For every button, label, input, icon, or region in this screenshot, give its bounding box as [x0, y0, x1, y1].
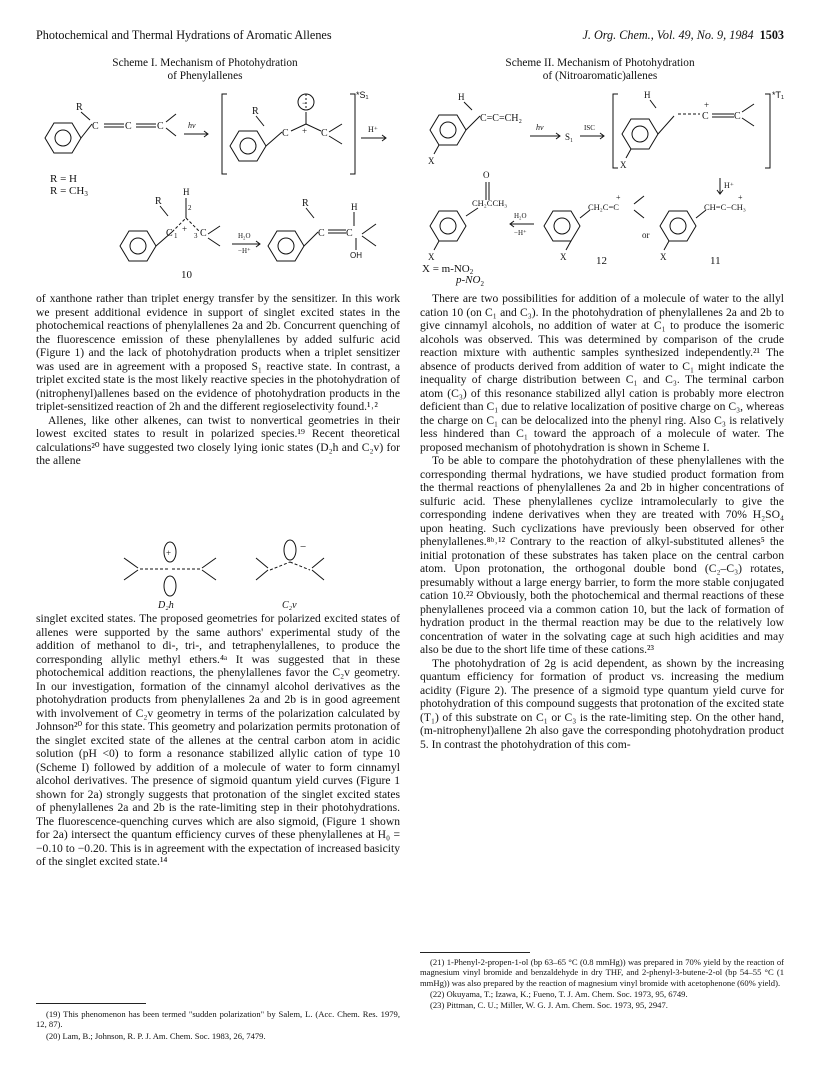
s2-allene-tail: C=C=CH₂	[480, 113, 522, 124]
s1-h2o-label: H₂O	[238, 232, 251, 240]
journal-citation: J. Org. Chem., Vol. 49, No. 9, 1984	[582, 28, 754, 42]
s2-cation11: CH=C−CH₃	[704, 202, 746, 212]
svg-text:3: 3	[194, 232, 198, 240]
s1-hv-label: hν	[188, 121, 196, 130]
s2-x-def1: X = m-NO2	[422, 263, 474, 276]
svg-text:X: X	[428, 252, 435, 262]
s1-compound-10: 10	[181, 269, 192, 281]
allene-geometry-diagram	[110, 538, 360, 610]
right-footnotes	[420, 957, 784, 1011]
svg-text:X: X	[660, 252, 667, 262]
footnote-20: (20) Lam, B.; Johnson, R. P. J. Am. Chem. Soc. 1983, 26, 7479.	[46, 1030, 266, 1041]
right-paragraph-3: The photohydration of 2g is acid dependent, as shown by the increasing quantum efficiency for formation of product vs. increasing the medium acidity (Figure 2). The presence of a sigmoid type quantum yield curve for photohydration of this compound suggests that protonation of the excited state (T₁) of this substrate on C₁ or C₃ is the rate-limiting step. On the other hand, (m-nitrophenyl)allene 2h also gave the corresponding photohydration product 5. In contrast the photohydration of this com-	[420, 656, 784, 751]
s2-hv-label: hν	[536, 123, 544, 132]
svg-text:C: C	[200, 228, 207, 239]
s1-minus-h-label: −H⁺	[238, 247, 251, 255]
svg-text:X: X	[428, 156, 435, 166]
s1-r-ch3: R = CH3	[50, 185, 88, 198]
svg-text:C: C	[702, 111, 709, 122]
svg-text:H: H	[351, 202, 358, 212]
s2-minus-h-label: −H⁺	[514, 229, 527, 237]
c2v-label: C₂v	[282, 600, 297, 610]
s1-hplus-label: H⁺	[368, 125, 378, 134]
svg-text:C: C	[321, 128, 328, 139]
left-column-bottom	[36, 612, 400, 869]
s1-r-label-a: R	[76, 102, 83, 113]
footnote-21: (21) 1-Phenyl-2-propen-1-ol (bp 63–65 °C (0.8 mmHg)) was prepared in 70% yield by the reaction of magnesium vinyl bromide and benzaldehyde in dry THF, and 2-phenyl-3-butene-2-ol (bp 54–55 °C (1 mmHg)) was also prepared by the reaction of magnesium vinyl bromide with acetophenone (60% yield).	[420, 957, 784, 988]
right-paragraph-1: There are two possibilities for addition of a molecule of water to the allyl cation 10 (on C₁ and C₃). In the photohydration of phenylallenes 2a and 2b to give cinnamyl alcohols, no addition of water at C₁ to produce the isomeric alcohols was observed. This was determined by comparison of the crude reaction mixture with authentic samples synthesized independently.²¹ The absence of products derived from addition of water to C₁ might indicate the inequality of charge distribution between C₁ and C₃. The terminal carbon atom (C₃) of this resonance stabilized allyl cation is probably more electron deficient than C₁ due to relative localization of positive charge on C₃, whereas the charge on C₁ can be delocalized into the phenyl ring. Also C₃ is relatively less hindered than C₁ toward the approach of a molecule of water. The proposed mechanism of photohydration is shown in Scheme I.	[420, 292, 784, 454]
svg-text:C: C	[125, 121, 132, 132]
svg-text:H: H	[183, 187, 190, 197]
svg-text:+: +	[166, 548, 172, 558]
scheme2-title: Scheme II. Mechanism of Photohydration of (Nitroaromatic)allenes	[505, 57, 695, 82]
s2-h2o-label: H₂O	[514, 212, 527, 220]
svg-text:R: R	[252, 106, 259, 117]
svg-text:C: C	[346, 228, 353, 239]
left-footnotes	[36, 1009, 400, 1042]
svg-text:C: C	[92, 121, 99, 132]
footnote-23: (23) Pittman, C. U.; Miller, W. G. J. Am. Chem. Soc. 1973, 95, 2947.	[430, 1000, 668, 1011]
s2-x-def2: $p-NO_2$	[456, 274, 484, 289]
svg-text:1: 1	[174, 232, 178, 240]
svg-text:R: R	[155, 196, 162, 207]
svg-text:C: C	[282, 128, 289, 139]
svg-text:−: −	[302, 98, 308, 108]
right-footnote-rule	[420, 952, 530, 953]
header-journal-page	[582, 28, 784, 43]
svg-text:+: +	[302, 126, 308, 136]
svg-text:H: H	[644, 90, 651, 100]
s1-oh-label: OH	[350, 251, 362, 260]
right-column	[420, 292, 784, 751]
left-footnote-rule	[36, 1003, 146, 1004]
d2h-label: D₂h	[158, 600, 174, 610]
left-paragraph-1: of xanthone rather than triplet energy transfer by the sensitizer. In this work we present additional evidence in support of singlet excited states in the photochemical reactions of phenylallenes 2a and 2b. Concurrent quenching of the fluorescence emission of these phenylallenes by added sulfuric acid (Figure 1) and the lack of photohydration products when a triplet sensitizer was used are in agreement with a proposed S₁ reactive state. In contrast, a triplet excited state is the most likely reactive species in the photohydration of (nitrophenyl)allenes based on the evidence of photohydration products in the triplet-sensitized reaction of 2h and the different regioselectivity found.¹˒²	[36, 292, 400, 413]
s1-excited-label: *S₁	[356, 90, 369, 100]
s2-or-label: or	[642, 230, 650, 240]
svg-text:C: C	[166, 228, 173, 239]
svg-text:C: C	[734, 111, 741, 122]
svg-text:O: O	[483, 170, 490, 180]
svg-text:X: X	[560, 252, 567, 262]
svg-text:+: +	[704, 100, 710, 110]
page-number: 1503	[759, 28, 784, 42]
scheme1-title: Scheme I. Mechanism of Photohydration of Phenylallenes	[112, 57, 298, 82]
svg-text:−: −	[300, 541, 307, 553]
s2-cation12: CH₂C=C	[588, 202, 619, 212]
svg-text:2: 2	[188, 204, 192, 212]
scheme2-figure	[420, 86, 790, 276]
s2-isc-label: ISC	[584, 124, 595, 132]
header-title: Photochemical and Thermal Hydrations of Aromatic Allenes	[36, 28, 332, 42]
footnote-19: (19) This phenomenon has been termed "sudden polarization" by Salem, L. (Acc. Chem. Res. 1979, 12, 87).	[36, 1009, 400, 1030]
svg-text:+: +	[182, 224, 188, 234]
s2-s1-label: S₁	[565, 132, 574, 142]
scheme1-figure	[36, 86, 401, 282]
s2-compound-12: 12	[596, 255, 607, 267]
svg-text:+: +	[738, 193, 743, 202]
s2-excited-label: *T₁	[772, 90, 785, 100]
s2-hplus-label: H⁺	[724, 181, 734, 190]
left-paragraph-2: Allenes, like other alkenes, can twist to nonvertical geometries in their lowest excited states to result in polarized species.¹⁹ Recent theoretical calculations²⁰ have suggested two closely lying ionic states (D₂h and C₂v) for the allene	[36, 413, 400, 467]
right-paragraph-2: To be able to compare the photohydration of these phenylallenes with the corresponding thermal hydrations, we have studied product formation from the thermal reactions of phenylallenes 2a and 2b in higher concentrations of sulfuric acid. These phenylallenes cyclize intramolecularly to give the corresponding indene derivatives when they are treated with 70% H₂SO₄ upon heating. Such cyclizations have previously been observed for other phenylallenes.⁸ᵇ˒¹² Contrary to the reaction of alkyl-substituted allenes⁵ the initial protonation of these substrates has taken place on the central carbon atom. Upon protonation, the orthogonal double bond (C₂–C₃) rotates, presumably without a large energy barrier, to form the more stable conjugated cation 10.²² Obviously, both the photochemical and thermal reactions of these phenylallenes proceed via a common cation 10, but the lack of formation of hydration product in the thermal reaction may be due to the relatively low concentration of water in the solvating cage at such high acidities and may also be due to the short life time of these cations.²³	[420, 454, 784, 656]
s1-r-h: R = H	[50, 173, 77, 185]
svg-text:+: +	[616, 193, 621, 202]
s2-compound-11: 11	[710, 255, 721, 267]
svg-text:C: C	[318, 228, 325, 239]
s2-ketone: CH₂CCH₃	[472, 198, 508, 208]
svg-text:H: H	[458, 92, 465, 102]
svg-text:X: X	[620, 160, 627, 170]
svg-text:C: C	[157, 121, 164, 132]
footnote-22: (22) Okuyama, T.; Izawa, K.; Fueno, T. J. Am. Chem. Soc. 1973, 95, 6749.	[430, 988, 688, 999]
left-paragraph-3: singlet excited states. The proposed geometries for polarized excited states of allenes were supported by the same authors' experimental study of the addition of methanol to di-, tri-, and tetraphenylallenes, to produce the corresponding allylic methyl ethers.⁴ᵃ It was suggested that in these photochemical addition reactions, the phenylallenes favor the C₂v geometry. In our investigation, formation of the cinnamyl alcohol derivatives as the photohydration products from phenylallenes 2a and 2b is in good agreement with involvement of C₂v geometry in terms of the polarization calculated by Johnson²⁰ for this state. This geometry and polarization permits protonation of the singlet excited state of the allenes at the central carbon atom in acidic solution (pH <0) to form a resonance stabilized allylic cation of type 10 (Scheme I) followed by addition of a molecule of water to form cinnamyl alcohol derivatives. The presence of sigmoid quantum yield curves (Figure 1 shown for 2a) strongly suggests that protonation of the singlet excited states of phenylallenes 2a and 2b is the rate-limiting step in their photohydrations. The fluorescence-quenching curves which are also sigmoid, (Figure 1 shown for 2a) intersect the quantum efficiency curves of these phenylallenes at H₀ = −0.10 to −0.20. This is in agreement with the expectation of increased basicity of the singlet excited state.¹⁴	[36, 612, 400, 868]
svg-text:R: R	[302, 198, 309, 209]
left-column-top	[36, 292, 400, 468]
